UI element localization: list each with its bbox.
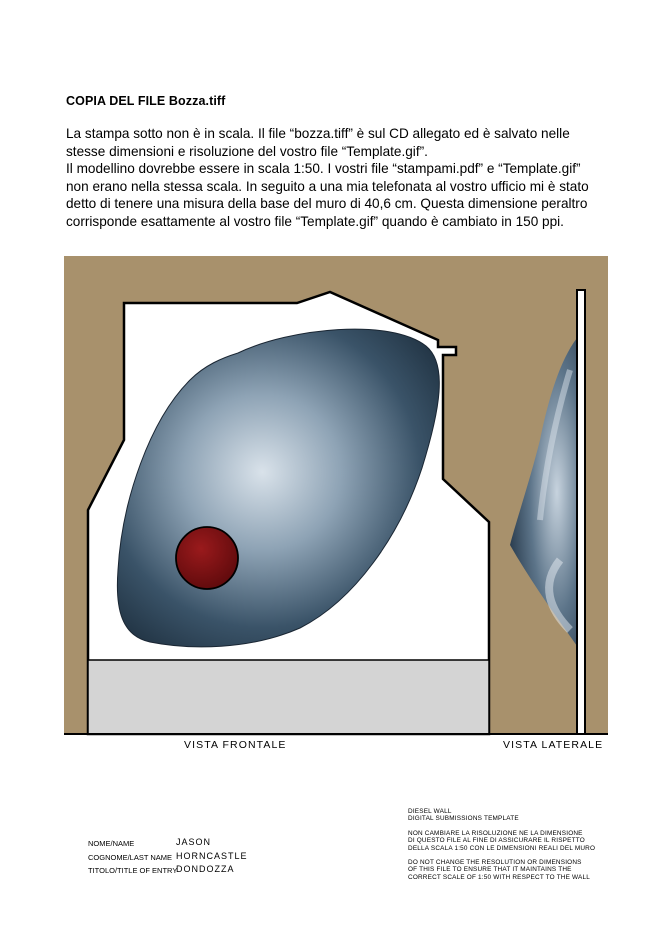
- paragraph-line: detto di tenere una misura della base del muro di 40,6 cm. Questa dimensione peraltro: [66, 196, 588, 212]
- paragraph-line: non erano nella stessa scala. In seguito a una mia telefonata al vostro ufficio mi è stato: [66, 178, 589, 194]
- side-wall: [577, 290, 585, 734]
- entry-title-value: DONDOZZA: [176, 864, 235, 874]
- template-note-en: OF THIS FILE TO ENSURE THAT IT MAINTAINS THE: [408, 866, 572, 874]
- template-note-it: DI QUESTO FILE AL FINE DI ASSICURARE IL RISPETTO: [408, 837, 585, 845]
- page-title: COPIA DEL FILE Bozza.tiff: [66, 94, 226, 108]
- name-value: JASON: [176, 837, 212, 847]
- lastname-value: HORNCASTLE: [176, 850, 248, 861]
- paragraph-line: La stampa sotto non è in scala. Il file “bozza.tiff” è sul CD allegato ed è salvato nelle: [66, 126, 570, 141]
- side-view-label: VISTA LATERALE: [503, 739, 604, 751]
- template-heading: DIESEL WALL: [408, 808, 452, 815]
- paragraph-line: stesse dimensioni e risoluzione del vostro file “Template.gif”.: [66, 143, 428, 159]
- name-label: NOME/NAME: [88, 839, 135, 848]
- template-info: [408, 808, 595, 881]
- wall-base-block: [88, 660, 489, 734]
- template-subheading: DIGITAL SUBMISSIONS TEMPLATE: [408, 815, 519, 823]
- paragraph-line: corrisponde esattamente al vostro file “Template.gif” quando è cambiato in 150 ppi.: [66, 213, 564, 229]
- entry-title-label: TITOLO/TITLE OF ENTRY: [88, 866, 178, 875]
- template-note-en: CORRECT SCALE OF 1:50 WITH RESPECT TO THE WALL: [408, 873, 591, 881]
- template-note-it: NON CAMBIARE LA RISOLUZIONE NE LA DIMENSIONE: [408, 829, 583, 837]
- front-view-label: VISTA FRONTALE: [184, 739, 287, 751]
- red-circle-marker: [176, 527, 238, 589]
- template-note-en: DO NOT CHANGE THE RESOLUTION OR DIMENSIONS: [408, 859, 582, 867]
- lastname-label: COGNOME/LAST NAME: [88, 852, 173, 862]
- template-note-it: DELLA SCALA 1:50 CON LE DIMENSIONI REALI DEL MURO: [408, 844, 596, 852]
- paragraph-line: Il modellino dovrebbe essere in scala 1:50. I vostri file “stampami.pdf” e “Template.gif”: [66, 161, 581, 177]
